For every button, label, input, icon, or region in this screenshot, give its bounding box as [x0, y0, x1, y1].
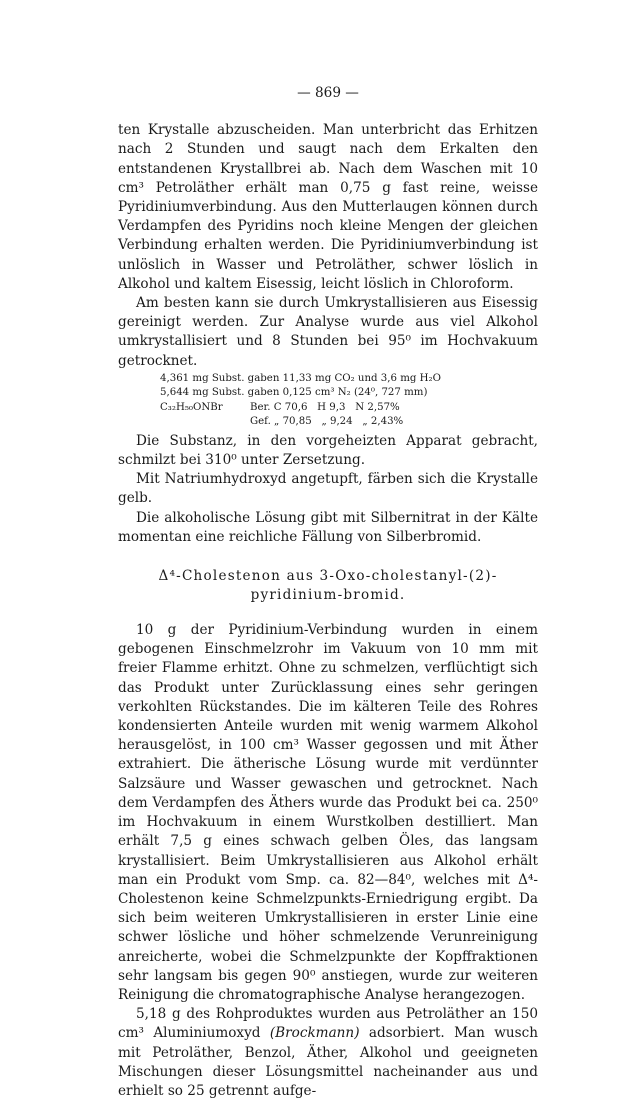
analysis-line-1: 4,361 mg Subst. gaben 11,33 mg CO₂ und 3,6 mg H₂O: [160, 372, 441, 384]
analysis-line-2: 5,644 mg Subst. gaben 0,125 cm³ N₂ (24⁰, 727 mm): [160, 387, 428, 399]
page: [118, 84, 538, 1101]
section-heading: Δ⁴-Cholestenon aus 3-Oxo-cholestanyl-(2)-pyridinium-bromid.: [158, 568, 498, 604]
paragraph-5: Die alkoholische Lösung gibt mit Silbernitrat in der Kälte momentan eine reichliche Fällung von Silberbromid.: [118, 509, 538, 545]
paragraph-6: 10 g der Pyridinium-Verbindung wurden in einem gebogenen Einschmelzrohr im Vakuum von 10 mm mit freier Flamme erhitzt. Ohne zu schmelzen, verflüchtigt sich das Produkt unter Zurücklassung eines sehr geringen verkohlten Rückstandes. Die im kälteren Teile des Rohres kondensierten Anteile wurden mit wenig warmem Alkohol herausgelöst, in 100 cm³ Wasser gegossen und mit Äther extrahiert. Die ätherische Lösung wurde mit verdünnter Salzsäure und Wasser gewaschen und getrocknet. Nach dem Verdampfen des Äthers wurde das Produkt bei ca. 250⁰ im Hochvakuum in einem Wurstkolben destilliert. Man erhält 7,5 g eines schwach gelben Öles, das langsam krystallisiert. Beim Umkrystallisieren aus Alkohol erhält man ein Produkt vom Smp. ca. 82—84⁰, welches mit Δ⁴-Cholestenon keine Schmelzpunkts-Erniedrigung ergibt. Da sich beim weiteren Umkrystallisieren in erster Linie eine schwer lösliche und höher schmelzende Verunreinigung anreicherte, wobei die Schmelzpunkte der Kopffraktionen sehr langsam bis gegen 90⁰ anstiegen, wurde zur weiteren Reinigung die chromatographische Analyse herangezogen.: [118, 622, 538, 1003]
page-number: — 869 —: [297, 85, 359, 101]
paragraph-3: Die Substanz, in den vorgeheizten Apparat gebracht, schmilzt bei 310⁰ unter Zersetzung.: [118, 432, 538, 469]
paragraph-4: Mit Natriumhydroxyd angetupft, färben sich die Krystalle gelb.: [118, 471, 538, 507]
paragraph-7: [118, 1005, 538, 1101]
analysis-block: [118, 372, 538, 430]
paragraph-1: ten Krystalle abzuscheiden. Man unterbricht das Erhitzen nach 2 Stunden und saugt nach dem Erkalten den entstandenen Krystallbrei ab. Nach dem Waschen mit 10 cm³ Petroläther erhält man 0,75 g fast reine, weisse Pyridiniumverbindung. Aus den Mutterlaugen können durch Verdampfen des Pyridins noch kleine Mengen der gleichen Verbindung erhalten werden. Die Pyridiniumverbindung ist unlöslich in Wasser und Petroläther, schwer löslich in Alkohol und kaltem Eisessig, leicht löslich in Chloroform.: [118, 122, 538, 292]
analysis-found-row: [118, 415, 538, 430]
analysis-calculated: Ber. C 70,6 H 9,3 N 2,57%: [250, 401, 400, 413]
paragraph-2: Am besten kann sie durch Umkrystallisieren aus Eisessig gereinigt werden. Zur Analyse wurde aus viel Alkohol umkrystallisiert und 8 Stunden bei 95⁰ im Hochvakuum getrocknet.: [118, 295, 538, 369]
analysis-calculated-row: [118, 401, 538, 416]
paragraph-7-part-b: adsorbiert. Man wusch mit Petroläther, Benzol, Äther, Alkohol und geeigneten Mischungen dieser Lösungsmittel nacheinander aus und erhielt so 25 getrennt aufge-: [118, 1025, 538, 1099]
analysis-formula: C₃₂H₅₀ONBr: [160, 401, 223, 413]
analysis-found: Gef. „ 70,85 „ 9,24 „ 2,43%: [250, 416, 404, 428]
paragraph-7-part-a: 5,18 g des Rohproduktes wurden aus Petroläther an 150 cm³ Aluminiumoxyd: [118, 1006, 538, 1042]
author-name: (Brockmann): [269, 1025, 360, 1042]
